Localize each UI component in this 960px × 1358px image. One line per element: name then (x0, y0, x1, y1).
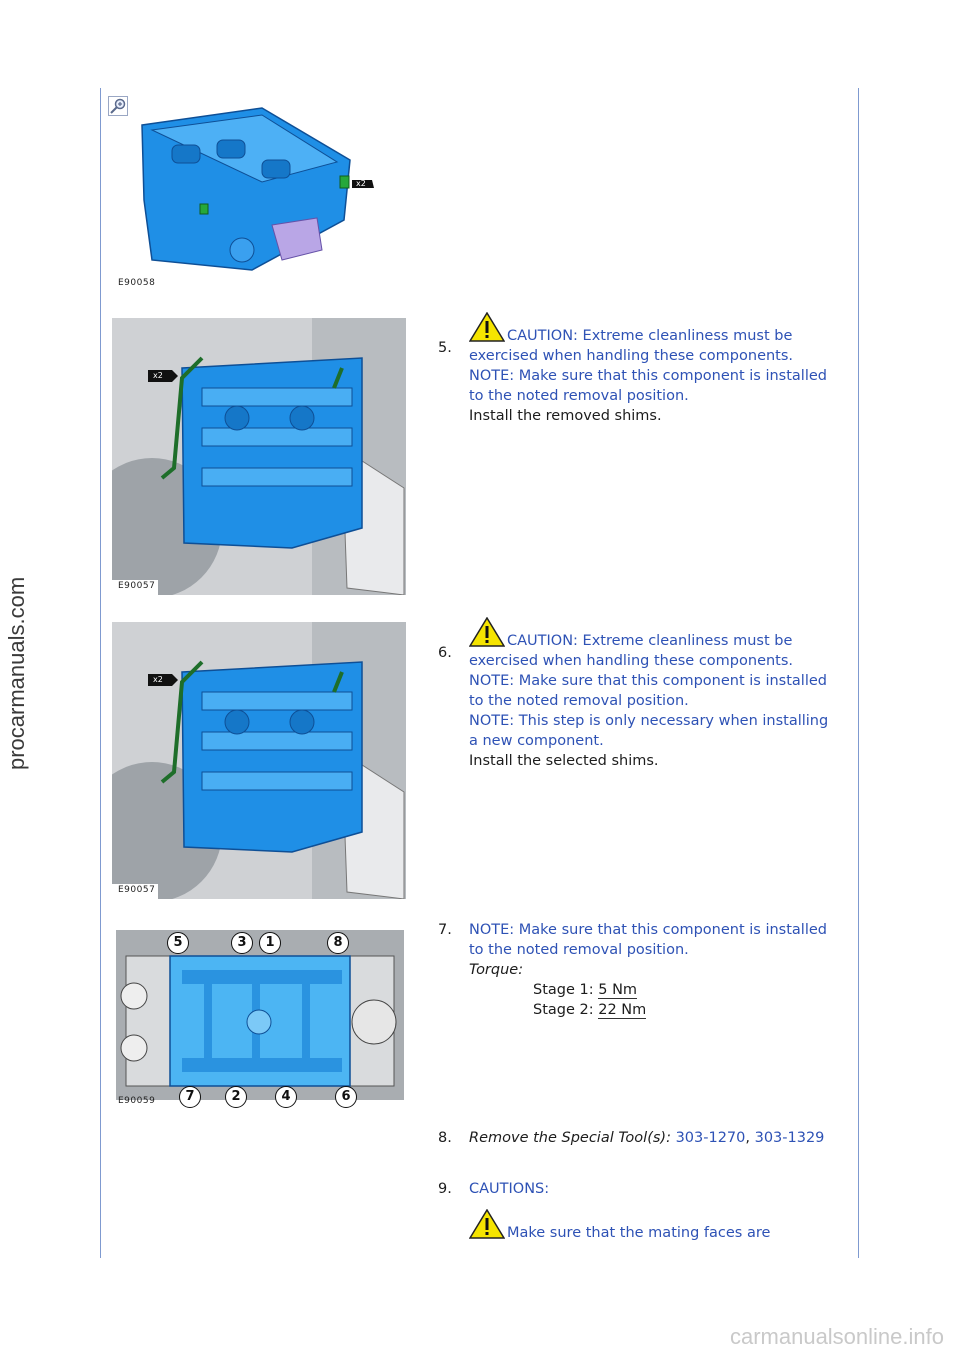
figure-code: E90059 (118, 1096, 156, 1106)
right-margin-rule (858, 88, 859, 1258)
warning-triangle-icon (469, 312, 505, 342)
note-text: NOTE: Make sure that this component is installed to the noted removal position. (469, 673, 827, 709)
instruction-text: Install the removed shims. (469, 408, 662, 424)
torque-label: Torque: (469, 962, 524, 978)
caution-text: Make sure that the mating faces are (507, 1225, 771, 1241)
stage-label: Stage 1: (533, 982, 594, 998)
torque-stage-2 (533, 1000, 833, 1020)
left-margin-rule (100, 88, 101, 1258)
tool-link[interactable]: 303-1329 (754, 1130, 825, 1146)
figure-e90057-a[interactable] (112, 318, 406, 595)
caution-text: CAUTION: Extreme cleanliness must be exercised when handling these components. (469, 633, 794, 669)
step-6 (438, 617, 833, 771)
step-number: 7. (438, 922, 452, 938)
callout-4: 4 (275, 1086, 297, 1108)
cautions-heading: CAUTIONS: (469, 1181, 550, 1197)
figure-badge: x2 (356, 179, 366, 188)
figure-badge: x2 (153, 371, 163, 380)
callout-7: 7 (179, 1086, 201, 1108)
figure-e90059[interactable] (112, 926, 408, 1110)
step-number: 9. (438, 1181, 452, 1197)
side-watermark: procarmanuals.com (4, 576, 29, 770)
step-9 (438, 1179, 833, 1243)
engine-block-illustration (112, 622, 406, 899)
stage-value[interactable]: 22 Nm (598, 1002, 647, 1018)
step-8 (438, 1128, 833, 1148)
stage-value[interactable]: 5 Nm (598, 982, 638, 998)
note-text: NOTE: This step is only necessary when installing a new component. (469, 713, 829, 749)
step-5 (438, 312, 833, 426)
engine-block-illustration (112, 318, 406, 595)
figure-badge: x2 (153, 675, 163, 684)
note-text: NOTE: Make sure that this component is installed to the noted removal position. (469, 922, 827, 958)
ladder-frame-top-view-illustration (112, 926, 408, 1110)
special-tool-label: Remove the Special Tool(s): (469, 1130, 671, 1146)
callout-5: 5 (167, 932, 189, 954)
step-number: 5. (438, 340, 452, 356)
ladder-frame-illustration (112, 100, 392, 292)
figure-code: E90057 (118, 885, 156, 895)
tool-link[interactable]: 303-1270 (675, 1130, 746, 1146)
torque-stage-1 (533, 980, 833, 1000)
callout-6: 6 (335, 1086, 357, 1108)
bottom-watermark: carmanualsonline.info (729, 1324, 944, 1349)
figure-code: E90058 (118, 278, 156, 288)
callout-3: 3 (231, 932, 253, 954)
figure-code: E90057 (118, 581, 156, 591)
step-number: 8. (438, 1130, 452, 1146)
callout-8: 8 (327, 932, 349, 954)
instruction-text: Install the selected shims. (469, 753, 659, 769)
figure-e90058[interactable] (112, 100, 392, 292)
step-7 (438, 920, 833, 1020)
step-number: 6. (438, 645, 452, 661)
separator: , (745, 1130, 750, 1146)
warning-triangle-icon (469, 617, 505, 647)
callout-2: 2 (225, 1086, 247, 1108)
note-text: NOTE: Make sure that this component is installed to the noted removal position. (469, 368, 827, 404)
callout-1: 1 (259, 932, 281, 954)
figure-e90057-b[interactable] (112, 622, 406, 899)
caution-text: CAUTION: Extreme cleanliness must be exercised when handling these components. (469, 328, 794, 364)
warning-triangle-icon (469, 1209, 505, 1239)
stage-label: Stage 2: (533, 1002, 594, 1018)
